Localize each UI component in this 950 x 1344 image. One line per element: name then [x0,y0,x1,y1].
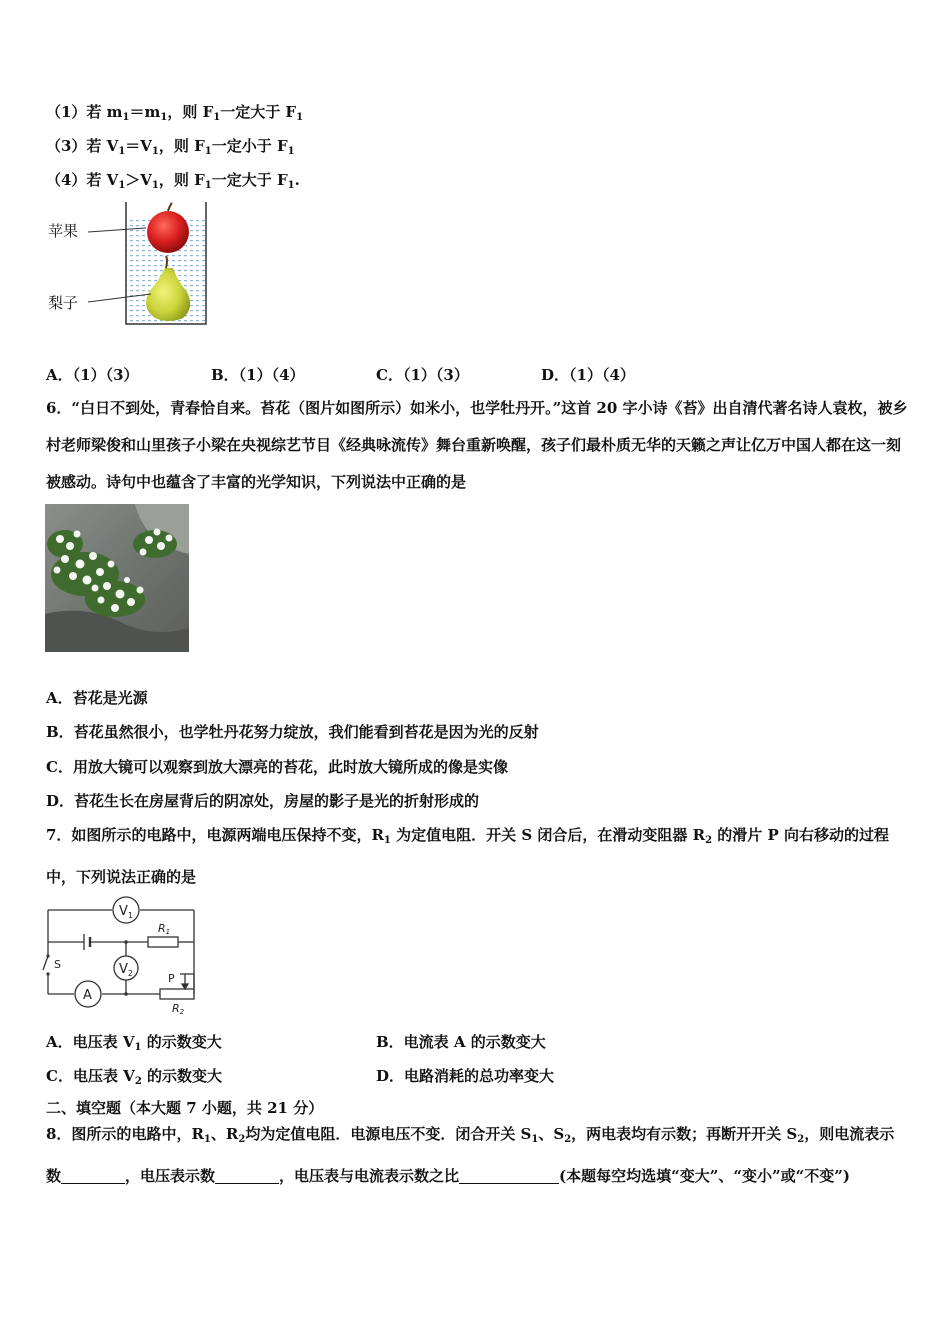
q5-statement-3: （3）若 $V_1=V_1$，则 $F_1$一定小于 $F_1$ [46,137,295,157]
q7-option-c[interactable]: C．电压表 $V_2$ 的示数变大 [46,1067,223,1087]
q8-blank-2[interactable] [215,1167,279,1184]
q5-fruit-figure [46,198,216,330]
q6-moss-flower-photo [45,504,189,652]
q5-statement-4: （4）若 $V_1>V_1$，则 $F_1$一定大于 $F_1$. [46,171,300,191]
pear-label: 梨子 [48,294,79,312]
v2-label: $V_2$ [119,962,133,978]
q7-stem: 7．如图所示的电路中，电源两端电压保持不变，$R_1$ 为定值电阻．开关 S 闭合后，在滑动变阻器 $R_2$ 的滑片 P 向右移动的过程中，下列说法正确的是 [46,826,889,886]
q6-option-a[interactable]: A．苔花是光源 [46,689,148,707]
slider-label: P [168,972,175,985]
q5-statement-1: （1）若 $m_1=m_1$，则 $F_1$一定大于 $F_1$ [46,103,304,123]
switch-label: S [54,958,61,971]
q8-stem: 8．图所示的电路中，$R_1$、$R_2$均为定值电阻．电源电压不变．闭合开关 $S_1$、$S_2$，两电表均有示数；再断开开关 $S_2$，则电流表示数 ，电压表示数 ，电压表与电流表示数之比 (本题每空均选填“变大”、“变小”或“不变”) [46,1125,895,1185]
moss-flower-image [45,504,189,652]
q6-stem: 6．“白日不到处，青春恰自来。苔花（图片如图所示）如米小，也学牡丹开。”这首 20 字小诗《苔》出自清代著名诗人袁枚，被乡村老师梁俊和山里孩子小梁在央视综艺节目《经典咏流传》舞台重新唤醒，孩子们最朴质无华的天籁之声让亿万中国人都在这一刻被感动。诗句中也蕴含了丰富的光学知识，下列说法中正确的是 [46,399,908,491]
q6-option-c[interactable]: C．用放大镜可以观察到放大漂亮的苔花，此时放大镜所成的像是实像 [46,758,508,776]
q8-blank-1[interactable] [61,1167,125,1184]
q7-option-b[interactable]: B．电流表 A 的示数变大 [376,1033,546,1051]
q6-option-d[interactable]: D．苔花生长在房屋背后的阴凉处，房屋的影子是光的折射形成的 [46,792,480,810]
ammeter-label: A [83,988,92,1003]
q5-option-a[interactable]: A．（1）（3） [46,366,139,384]
q7-option-d[interactable]: D．电路消耗的总功率变大 [376,1067,555,1085]
r2-label: R2 [172,1002,185,1016]
q5-option-d[interactable]: D．（1）（4） [541,366,635,384]
q7-circuit-diagram [40,894,202,1018]
q6-option-b[interactable]: B．苔花虽然很小，也学牡丹花努力绽放，我们能看到苔花是因为光的反射 [46,723,539,741]
section-2-heading: 二、填空题（本大题 7 小题，共 21 分） [46,1099,324,1117]
apple-label: 苹果 [48,222,79,240]
q8-blank-3[interactable] [459,1167,559,1184]
r1-label: R1 [158,922,171,936]
q5-option-b[interactable]: B．（1）（4） [211,366,305,384]
v1-label: $V_1$ [119,904,133,920]
q7-option-a[interactable]: A．电压表 $V_1$ 的示数变大 [46,1033,222,1053]
q5-option-c[interactable]: C．（1）（3） [376,366,469,384]
circuit-schematic [40,894,202,1018]
